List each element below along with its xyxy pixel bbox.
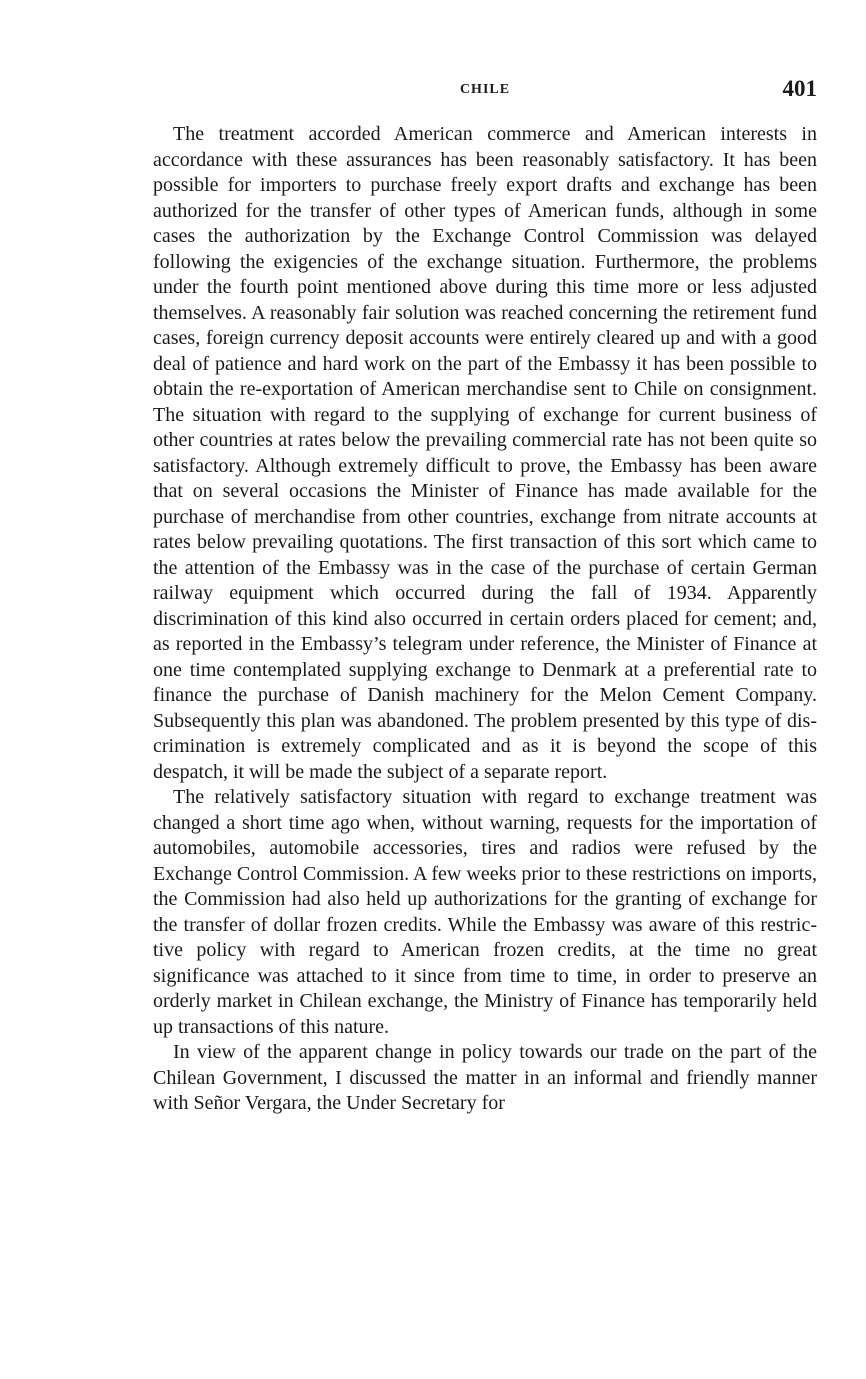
document-page xyxy=(153,76,817,1117)
paragraph-policy-change: The relatively satisfactory situation with regard to exchange treatment was changed a short time ago when, without warning, requests for the importation of automobiles, automobile accessories, tires and radios were refused by the Exchange Control Commission. A few weeks prior to these restrictions on imports, the Commission had also held up authorizations for the granting of exchange for the transfer of dollar frozen credits. While the Embassy was aware of this restrictive policy with regard to American frozen credits, at the time no great significance was attached to it since from time to time, in order to preserve an orderly market in Chilean exchange, the Ministry of Finance has temporarily held up transactions of this nature. xyxy=(153,786,817,1038)
running-title: CHILE xyxy=(459,82,511,97)
page-number: 401 xyxy=(782,76,817,101)
paragraph-exchange-treatment: The treatment accorded American commerce and American interests in accordance with these assurances has been reasonably satisfactory. It has been possible for importers to purchase freely export drafts and exchange has been authorized for the transfer of other types of American funds, although in some cases the authorization by the Exchange Control Commission was delayed following the exigencies of the exchange situation. Furthermore, the problems under the fourth point mentioned above during this time more or less adjusted themselves. A reasonably fair solution was reached concerning the retirement fund cases, foreign currency deposit accounts were entirely cleared up and with a good deal of patience and hard work on the part of the Embassy it has been possible to obtain the re-exportation of American merchandise sent to Chile on consignment. The situation with regard to the supplying of exchange for current business of other countries at rates below the prevailing commercial rate has not been quite so satisfactory. Although extremely difficult to prove, the Embassy has been aware that on several occasions the Minister of Finance has made available for the purchase of merchandise from other countries, exchange from nitrate accounts at rates below prevailing quotations. The first transaction of this sort which came to the attention of the Embassy was in the case of the purchase of certain German railway equipment which occurred during the fall of 1934. Apparently discrimination of this kind also occurred in certain orders placed for cement; and, as reported in the Embassy’s telegram under reference, the Minister of Finance at one time contemplated supplying exchange to Denmark at a preferential rate to finance the purchase of Danish machinery for the Melon Cement Company. Subsequently this plan was abandoned. The problem presented by this type of discrimination is extremely complicated and as it is beyond the scope of this despatch, it will be made the subject of a separate report. xyxy=(153,123,817,783)
running-header xyxy=(153,76,817,108)
paragraph-discussion-vergara: In view of the apparent change in policy towards our trade on the part of the Chilean Government, I discussed the matter in an informal and friendly manner with Señor Vergara, the Under Secretary for xyxy=(153,1041,817,1114)
body-text xyxy=(153,122,817,1117)
